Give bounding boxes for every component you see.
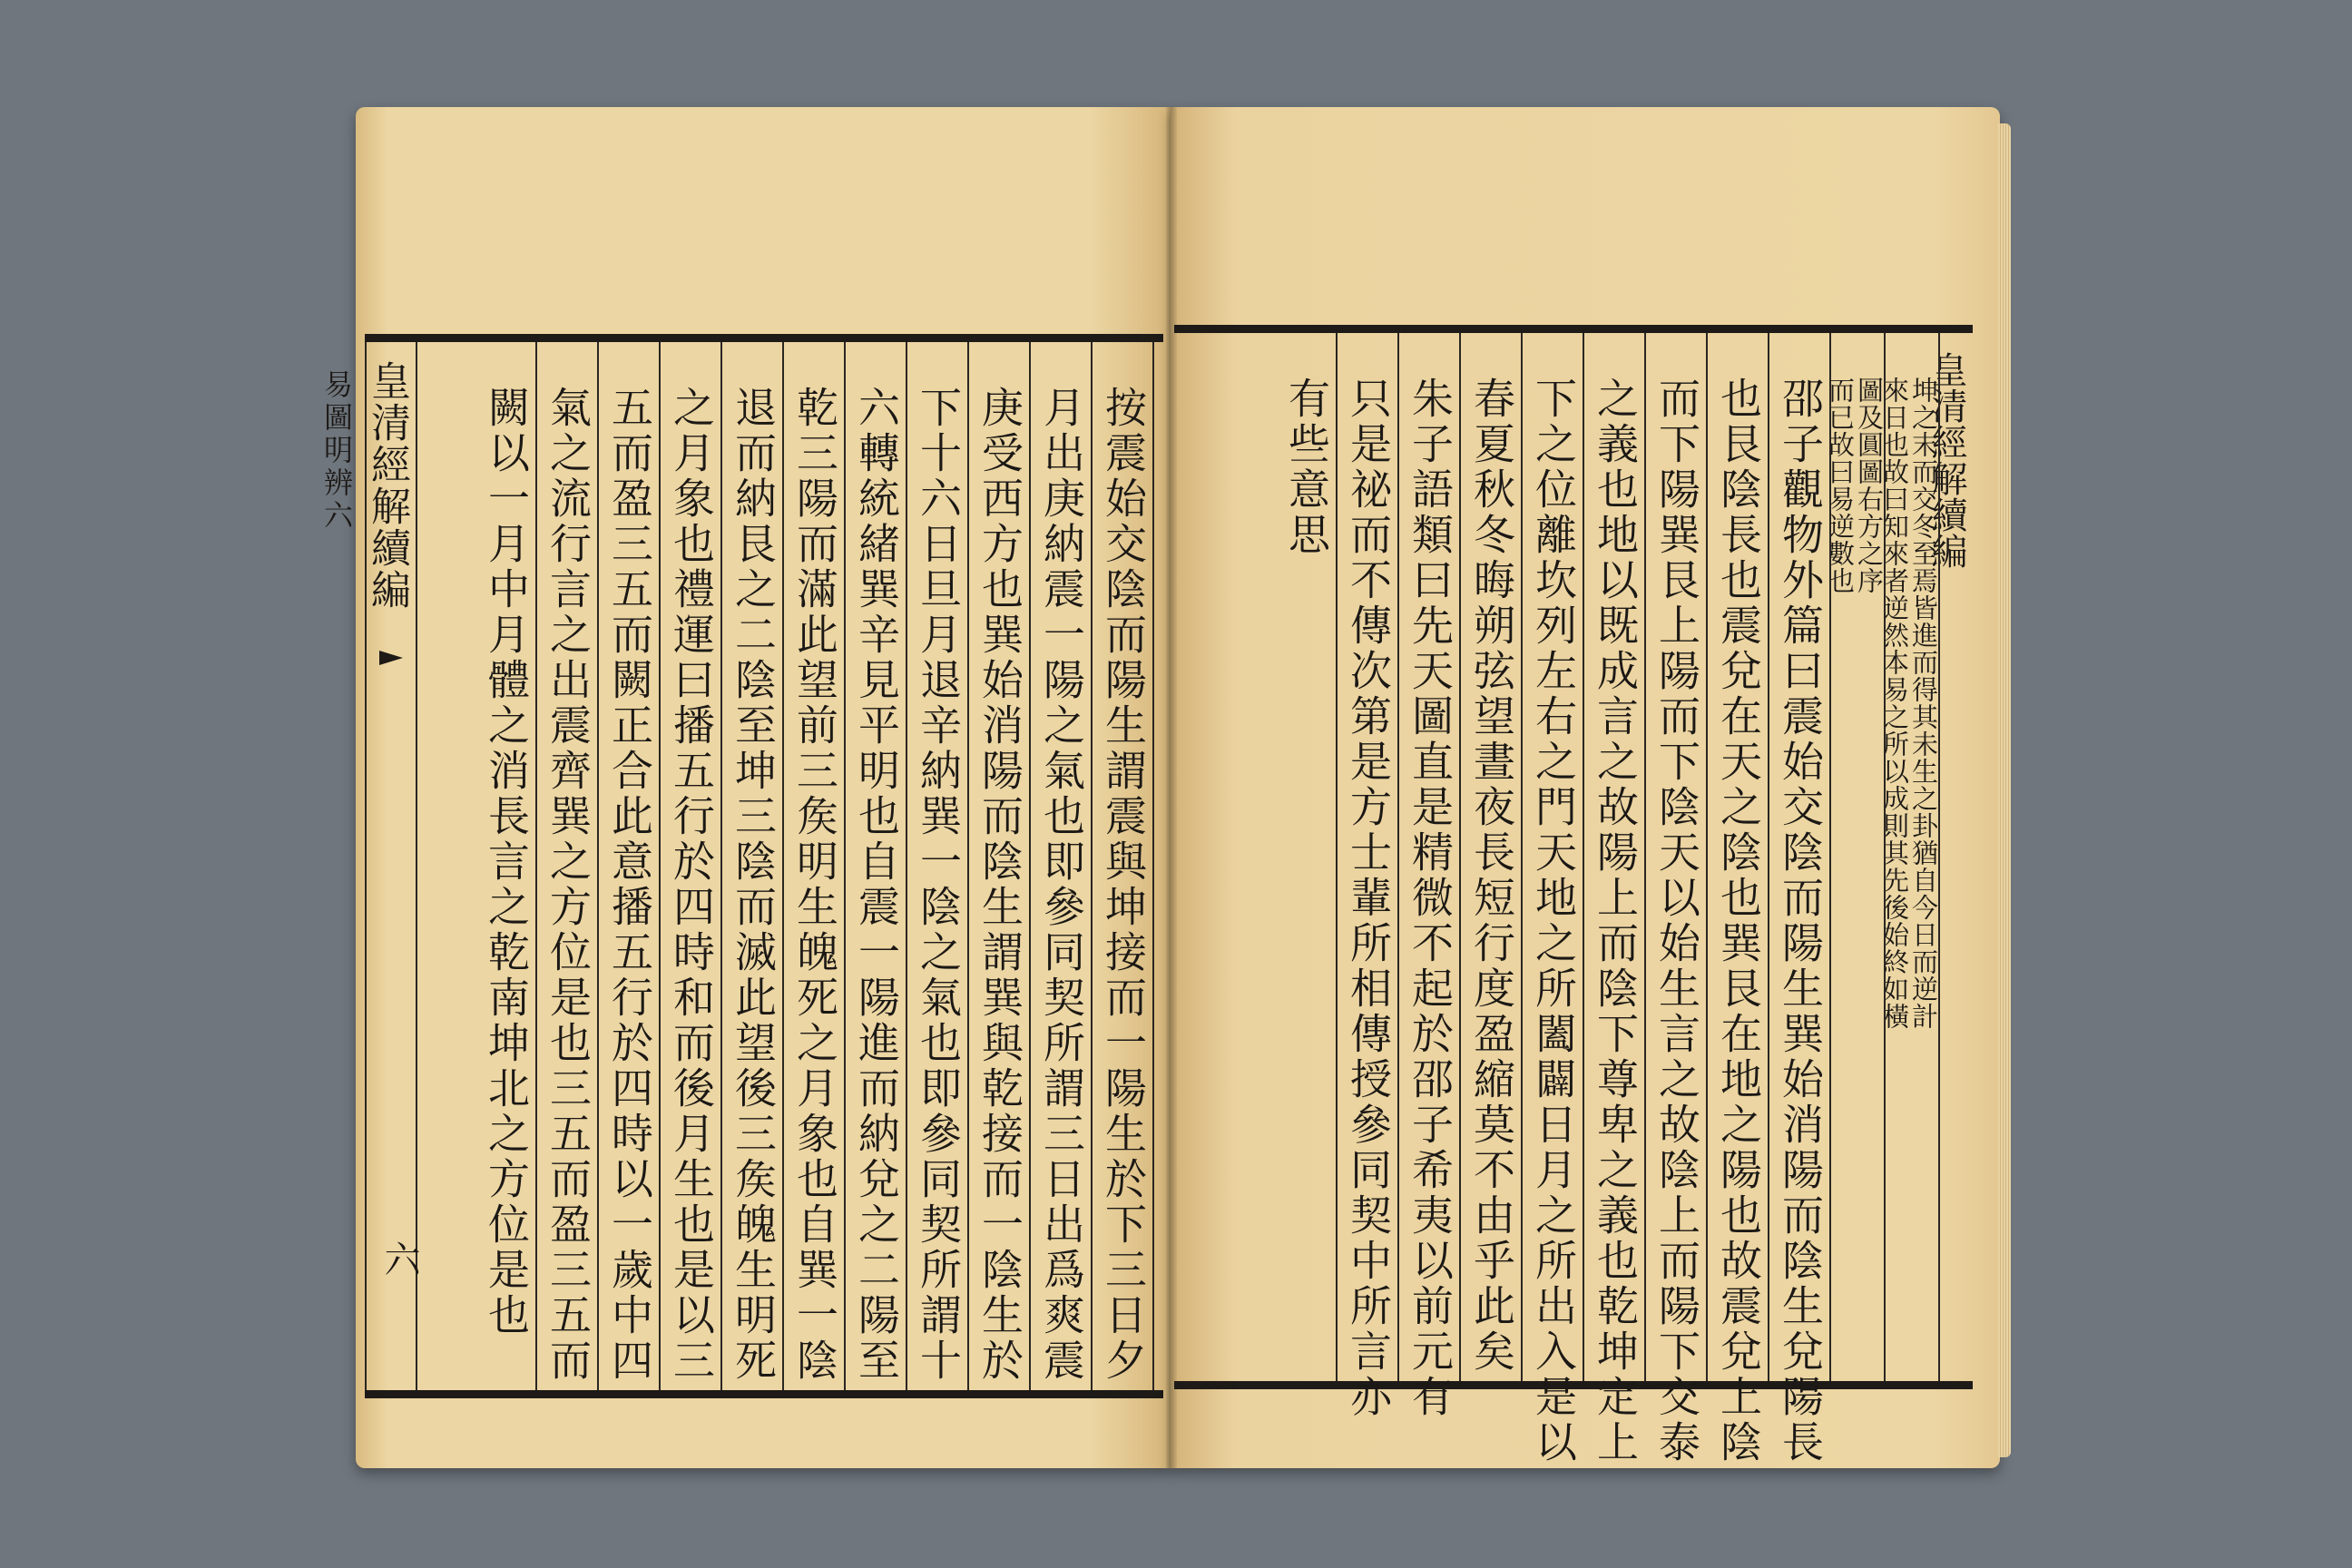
- text-column: 下之位離坎列左右之門天地之所闔闢日月之所出入是以: [1526, 333, 1584, 1381]
- text-column: 之義也地以既成言之故陽上而陰下尊卑之義也乾坤定上: [1588, 333, 1646, 1381]
- text-column: 氣之流行言之出震齊巽之方位是也三五而盈三五而: [541, 342, 599, 1390]
- margin-title: 皇清經解續編: [1926, 351, 1967, 569]
- left-text-frame: [319, 334, 1163, 1398]
- text-column: 乾三陽而滿此望前三矦明生魄死之月象也自巽一陰: [788, 342, 846, 1390]
- right-text-frame: [1174, 325, 1973, 1465]
- annotation-line: 來日也故曰知來者逆然本易之所以成則其先後始終如橫: [1879, 377, 1910, 1030]
- page-edges: [1998, 123, 2011, 1457]
- text-column: 下十六日旦月退辛納巽一陰之氣也即參同契所謂十: [911, 342, 969, 1390]
- center-title: 皇清經解續編: [364, 360, 410, 611]
- text-column: 邵子觀物外篇曰震始交陰而陽生巽始消陽而陰生兌陽長: [1773, 333, 1831, 1381]
- left-center-column: [319, 342, 420, 1390]
- text-column: 退而納艮之二陰至坤三陰而滅此望後三矦魄生明死: [726, 342, 784, 1390]
- text-column: 之月象也禮運曰播五行於四時和而後月生也是以三: [664, 342, 722, 1390]
- text-column: 朱子語類曰先天圖直是精微不起於邵子希夷以前元有: [1403, 333, 1461, 1381]
- text-column: 闕以一月中月體之消長言之乾南坤北之方位是也: [479, 342, 537, 1390]
- empty-column: [1218, 333, 1276, 1381]
- annotation-line: 圖及圓圖右方之序: [1854, 377, 1885, 594]
- text-column: 五而盈三五而闕正合此意播五行於四時以一歲中四: [603, 342, 661, 1390]
- left-page: [319, 107, 1171, 1468]
- text-column: 六轉統緒巽辛見平明也自震一陽進而納兌之二陽至: [849, 342, 907, 1390]
- annotation-line: 坤之末而交冬至焉皆進而得其未生之卦猶自今日而逆計: [1908, 377, 1939, 1030]
- text-column: 庚受西方也巽始消陽而陰生謂巽與乾接而一陰生於: [973, 342, 1031, 1390]
- annotation-line: 而已故曰易逆數也: [1825, 377, 1856, 594]
- center-subtitle: 易圖明辨六: [319, 369, 354, 533]
- text-column: 也艮陰長也震兌在天之陰也巽艮在地之陽也故震兌上陰: [1711, 333, 1769, 1381]
- right-margin-title: [1926, 333, 1973, 1381]
- text-column: 有些意思: [1279, 333, 1338, 1381]
- text-column: 春夏秋冬晦朔弦望晝夜長短行度盈縮莫不由乎此矣: [1465, 333, 1523, 1381]
- annotation-column: [1825, 333, 1886, 1381]
- text-column: 月出庚納震一陽之氣也即參同契所謂三日出爲爽震: [1034, 342, 1093, 1390]
- page-number: 六: [378, 1240, 420, 1277]
- open-book: [319, 98, 2000, 1477]
- text-column: 而下陽巽艮上陽而下陰天以始生言之故陰上而陽下交泰: [1650, 333, 1708, 1381]
- text-column: 按震始交陰而陽生謂震與坤接而一陽生於下三日夕: [1096, 342, 1154, 1390]
- annotation-column: [1879, 333, 1940, 1381]
- text-column: 只是祕而不傳次第是方士輩所相傳授參同契中所言亦: [1341, 333, 1399, 1381]
